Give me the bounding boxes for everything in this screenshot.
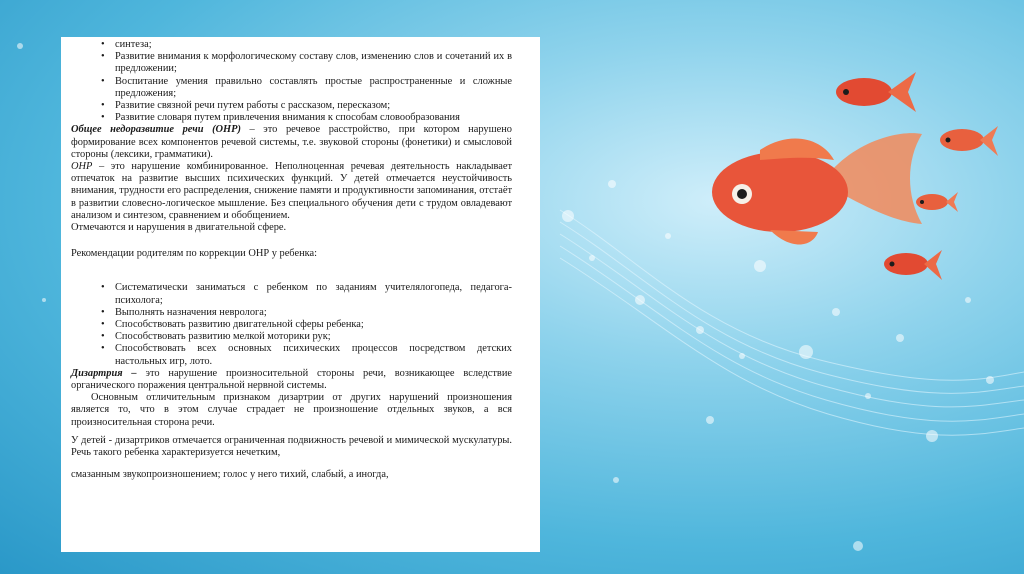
list-item: • Систематически заниматься с ребенком по заданиям учителялогопеда, педагога-психолога;	[71, 282, 512, 306]
list-item: • синтеза;	[71, 39, 512, 51]
list-item: • Развитие словаря путем привлечения внимания к способам словообразования	[71, 112, 512, 124]
onr-definition	[71, 124, 512, 161]
list-item: • Развитие связной речи путем работы с рассказом, пересказом;	[71, 100, 512, 112]
goldfish-icon	[836, 72, 916, 112]
goldfish-icon	[916, 192, 958, 212]
recommendations-list	[71, 282, 512, 367]
list-item: • Развитие внимания к морфологическому составу слов, изменению слов и сочетаний их в предложении;	[71, 51, 512, 75]
document-page	[61, 37, 540, 552]
goldfish-icon	[884, 250, 942, 280]
dysarthria-term: Дизартрия –	[71, 367, 137, 379]
list-item: • Способствовать развитию мелкой моторики рук;	[71, 331, 512, 343]
list-item: • Выполнять назначения невролога;	[71, 307, 512, 319]
onr-description-text: – это нарушение комбинированное. Неполноценная речевая деятельность накладывает отпечаток на развитие высших психических функций. У детей отмечается неустойчивость внимания, трудности его распределения, снижение памяти и продуктивности запоминания, отстаёт в развитии словесно-логическое мышление. Без специального обучения дети с трудом овладевают анализом и синтезом, сравнением и обобщением.	[71, 161, 512, 221]
onr-term: Общее недоразвитие речи (ОНР)	[71, 124, 241, 136]
dysarthria-definition-text: это нарушение произносительной стороны речи, возникающее вследствие органического поражения центральной нервной системы.	[71, 367, 513, 392]
list-item: • Воспитание умения правильно составлять простые распространенные и сложные предложения;	[71, 76, 512, 100]
goldfish-icon	[712, 133, 922, 244]
dysarthria-last-line: смазанным звукопроизношением; голос у него тихий, слабый, а иногда,	[71, 469, 389, 481]
development-list	[71, 39, 512, 124]
onr-definition-text: – это речевое расстройство, при котором нарушено формирование всех компонентов речевой системы, т.е. звуковой стороны (фонетики) и смысловой стороны (лексики, грамматики).	[71, 124, 512, 160]
light-waves	[560, 210, 1024, 435]
goldfish-icon	[940, 126, 998, 156]
dysarthria-children: У детей - дизартриков отмечается ограниченная подвижность речевой и мимической мускулатуры. Речь такого ребенка характеризуется нечетким,	[71, 434, 512, 459]
dysarthria-paragraph: Основным отличительным признаком дизартрии от других нарушений произношения является то, что в этом случае страдает не произношение отдельных звуков, а вся произносительная сторона речи.	[71, 392, 512, 428]
motor-note: Отмечаются и нарушения в двигательной сфере.	[71, 222, 287, 234]
fish-group	[712, 72, 998, 280]
recommend-title: Рекомендации родителям по коррекции ОНР у ребенка:	[71, 248, 318, 260]
list-item: • Способствовать всех основных психических процессов посредством детских настольных игр, лото.	[71, 343, 512, 367]
onr-abbr: ОНР	[71, 161, 93, 173]
list-item: • Способствовать развитию двигательной сферы ребенка;	[71, 319, 512, 331]
dysarthria-definition	[71, 368, 512, 392]
onr-description	[71, 161, 512, 222]
